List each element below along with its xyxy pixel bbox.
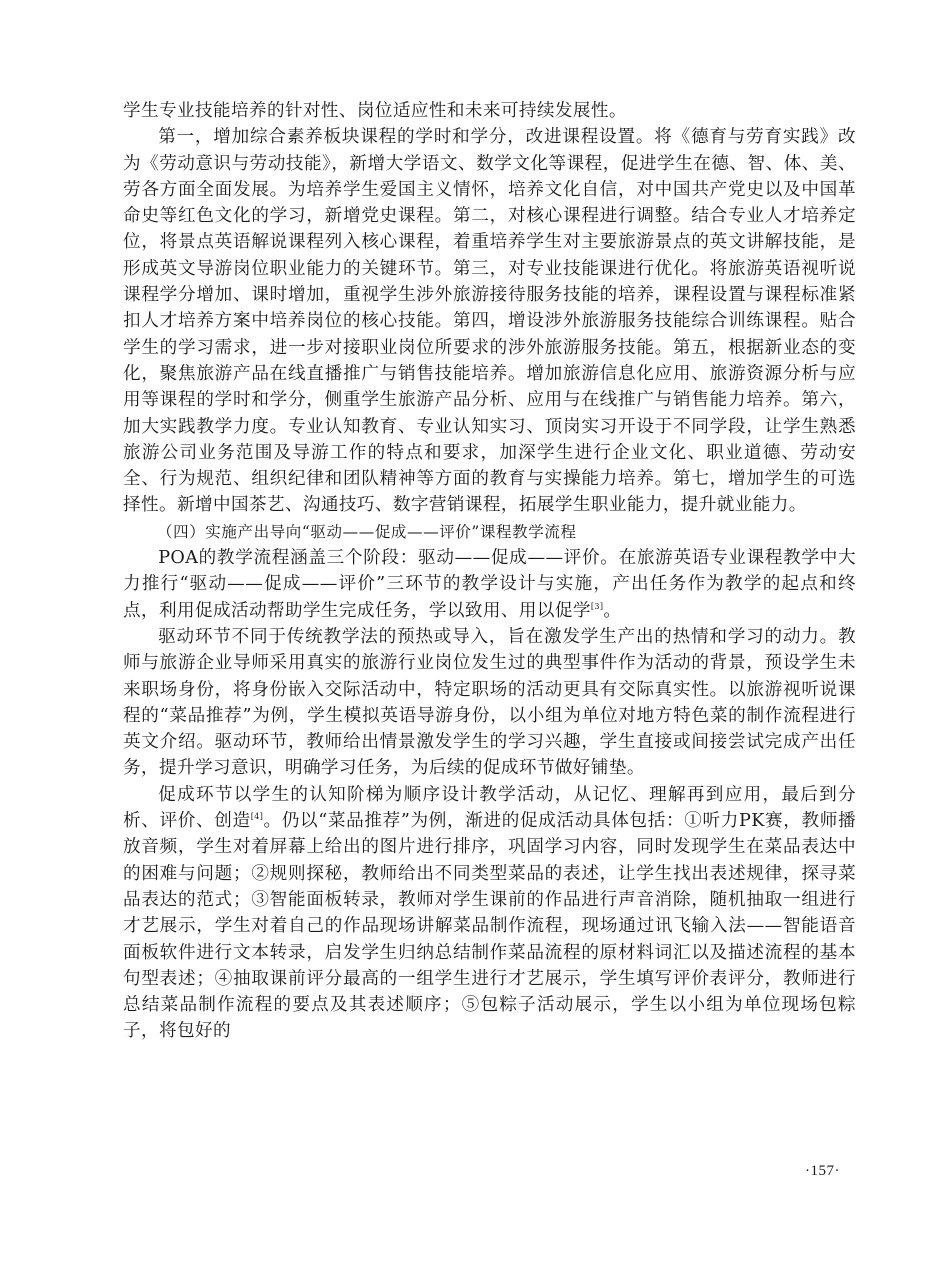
paragraph-continuation: 学生专业技能培养的针对性、岗位适应性和未来可持续发展性。 [123, 101, 627, 121]
paragraph-enabling [123, 782, 856, 1045]
paragraph-poa-flow [123, 545, 856, 624]
paragraph-motivating: 驱动环节不同于传统教学法的预热或导入，旨在激发学生产出的热情和学习的动力。教师与旅游企业导师采用真实的旅游行业岗位发生过的典型事件作为活动的背景，预设学生未来职场身份，将身份嵌入交际活动中，特定职场的活动更具有交际真实性。以旅游视听说课程的“菜品推荐”为例，学生模拟英语导游身份，以小组为单位对地方特色菜的制作流程进行英文介绍。驱动环节，教师给出情景激发学生的学习兴趣，学生直接或间接尝试完成产出任务，提升学习意识，明确学习任务，为后续的促成环节做好铺垫。 [123, 626, 856, 779]
paragraph-poa-text: POA的教学流程涵盖三个阶段：驱动——促成——评价。在旅游英语专业课程教学中大力推行“驱动——促成——评价”三环节的教学设计与实施，产出任务作为教学的起点和终点，利用促成活动帮助学生完成任务，学以致用、用以促学 [123, 548, 856, 621]
paragraph-enabling-text-b: 。仍以“菜品推荐”为例，渐进的促成活动具体包括：①听力PK赛，教师播放音频，学生对着屏幕上给出的图片进行排序，巩固学习内容，同时发现学生在菜品表达中的困难与问题；②规则探秘，教师给出不同类型菜品的表述，让学生找出表述规律，探寻菜品表达的范式；③智能面板转录，教师对学生课前的作品进行声音消除，随机抽取一组进行才艺展示，学生对着自己的作品现场讲解菜品制作流程，现场通过讯飞输入法——智能语音面板软件进行文本转录，启发学生归纳总结制作菜品流程的原材料词汇以及描述流程的基本句型表述；④抽取课前评分最高的一组学生进行才艺展示，学生填写评价表评分，教师进行总结菜品制作流程的要点及其表述顺序；⑤包粽子活动展示，学生以小组为单位现场包粽子，将包好的 [123, 811, 856, 1042]
page-number: ·157· [805, 1163, 840, 1179]
page-body [123, 98, 856, 1045]
paragraph-poa-end: 。 [603, 600, 622, 621]
paragraph-enabling-text-a: 促成环节以学生的认知阶梯为顺序设计教学活动，从记忆、理解再到应用，最后到分析、评价、创造 [123, 784, 856, 832]
paragraph-course-reform: 第一，增加综合素养板块课程的学时和学分，改进课程设置。将《德育与劳育实践》改为《劳动意识与劳动技能》，新增大学语文、数学文化等课程，促进学生在德、智、体、美、劳各方面全面发展。为培养学生爱国主义情怀，培养文化自信，对中国共产党史以及中国革命史等红色文化的学习，新增党史课程。第二，对核心课程进行调整。结合专业人才培养定位，将景点英语解说课程列入核心课程，着重培养学生对主要旅游景点的英文讲解技能，是形成英文导游岗位职业能力的关键环节。第三，对专业技能课进行优化。将旅游英语视听说课程学分增加、课时增加，重视学生涉外旅游接待服务技能的培养，课程设置与课程标准紧扣人才培养方案中培养岗位的核心技能。第四，增设涉外旅游服务技能综合训练课程。贴合学生的学习需求，进一步对接职业岗位所要求的涉外旅游服务技能。第五，根据新业态的变化，聚焦旅游产品在线直播推广与销售技能培养。增加旅游信息化应用、旅游资源分析与应用等课程的学时和学分，侧重学生旅游产品分析、应用与在线推广与销售能力培养。第六，加大实践教学力度。专业认知教育、专业认知实习、顶岗实习开设于不同学段，让学生熟悉旅游公司业务范围及导游工作的特点和要求，加深学生进行企业文化、职业道德、劳动安全、行为规范、组织纪律和团队精神等方面的教育与实操能力培养。第七，增加学生的可选择性。新增中国茶艺、沟通技巧、数字营销课程，拓展学生职业能力，提升就业能力。 [123, 127, 856, 516]
citation-3: [3] [590, 601, 604, 611]
citation-4: [4] [250, 812, 264, 822]
section-heading: （四）实施产出导向“驱动——促成——评价”课程教学流程 [157, 522, 577, 541]
